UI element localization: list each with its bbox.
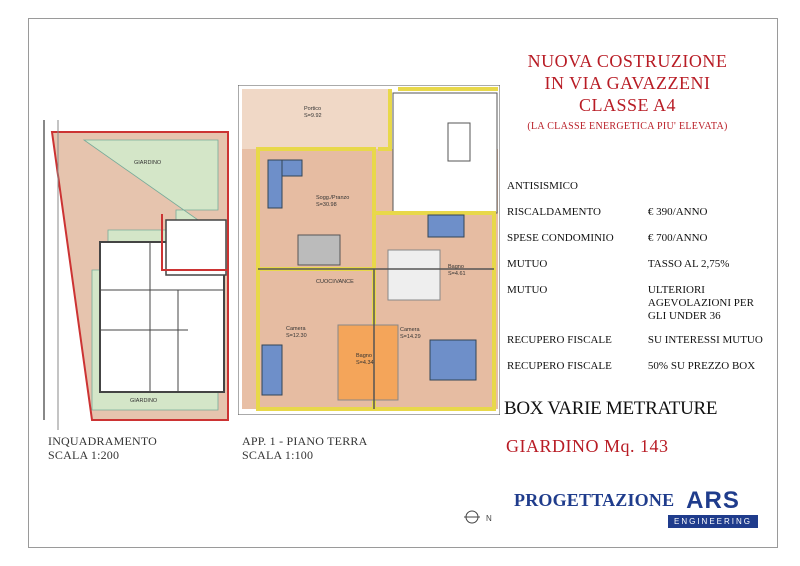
room-bath2-area: S=4.34 <box>356 360 374 366</box>
title-line-3: CLASSE A4 <box>578 95 677 115</box>
room-bedroom1-area: S=12.30 <box>286 333 307 339</box>
room-portico-area: S=9.92 <box>304 113 322 119</box>
feature-label: SPESE CONDOMINIO <box>507 232 614 244</box>
feature-label: RECUPERO FISCALE <box>507 360 612 372</box>
energy-class-note: (LA CLASSE ENERGETICA PIU' ELEVATA) <box>527 121 728 132</box>
feature-label: MUTUO <box>507 258 548 270</box>
feature-value: € 700/ANNO <box>647 232 708 244</box>
room-bedroom2-label: Camera <box>400 327 420 333</box>
room-kitchen-label: CUOCI/VANCE <box>316 279 354 285</box>
title-line-2: IN VIA GAVAZZENI <box>544 73 711 93</box>
feature-row <box>507 284 767 334</box>
floor-plan-title: APP. 1 - PIANO TERRA <box>242 434 368 448</box>
feature-row <box>507 334 767 360</box>
feature-label: RISCALDAMENTO <box>507 206 601 218</box>
site-plan <box>38 120 231 430</box>
room-bath1-area: S=4.61 <box>448 271 466 277</box>
svg-text:N: N <box>486 514 492 523</box>
floor-plan <box>238 85 500 415</box>
room-living-label: Sogg./Pranzo <box>316 195 350 201</box>
room-bath2-label: Bagno <box>356 353 372 359</box>
feature-row <box>507 180 767 206</box>
feature-row <box>507 258 767 284</box>
feature-value: € 390/ANNO <box>647 206 708 218</box>
listing-title <box>505 50 750 138</box>
garden-size-text: GIARDINO Mq. 143 <box>506 436 669 456</box>
design-label: PROGETTAZIONE <box>514 490 675 510</box>
room-bath1-label: Bagno <box>448 264 464 270</box>
logo-main-text: ARS <box>686 487 740 514</box>
feature-label: ANTISISMICO <box>507 180 578 192</box>
feature-row <box>507 232 767 258</box>
floor-plan-caption <box>242 434 367 462</box>
feature-list <box>507 180 767 386</box>
logo-sub-text: ENGINEERING <box>668 515 758 528</box>
site-garden-top-label: GIARDINO <box>134 160 162 166</box>
feature-label: RECUPERO FISCALE <box>507 334 612 346</box>
site-garden-bottom-label: GIARDINO <box>130 398 158 404</box>
site-plan-title: INQUADRAMENTO <box>48 434 158 448</box>
room-bedroom2-area: S=14.29 <box>400 334 421 340</box>
site-plan-scale: SCALA 1:200 <box>48 448 120 462</box>
feature-value: TASSO AL 2,75% <box>647 258 730 270</box>
feature-value: 50% SU PREZZO BOX <box>647 360 756 372</box>
feature-row <box>507 206 767 232</box>
title-line-1: NUOVA COSTRUZIONE <box>527 51 728 71</box>
feature-row <box>507 360 767 386</box>
box-sizes-text: BOX VARIE METRATURE <box>504 398 718 419</box>
ars-engineering-logo <box>668 487 758 528</box>
room-portico-label: Portico <box>304 106 322 112</box>
feature-value: ULTERIORI AGEVOLAZIONI PER GLI UNDER 36 <box>647 284 754 322</box>
room-living-area: S=30.98 <box>316 202 337 208</box>
north-arrow-icon <box>462 507 496 527</box>
room-bedroom1-label: Camera <box>286 326 306 332</box>
floor-plan-scale: SCALA 1:100 <box>242 448 314 462</box>
feature-label: MUTUO <box>507 284 548 296</box>
feature-value: SU INTERESSI MUTUO <box>647 334 763 346</box>
site-plan-caption <box>48 434 157 462</box>
